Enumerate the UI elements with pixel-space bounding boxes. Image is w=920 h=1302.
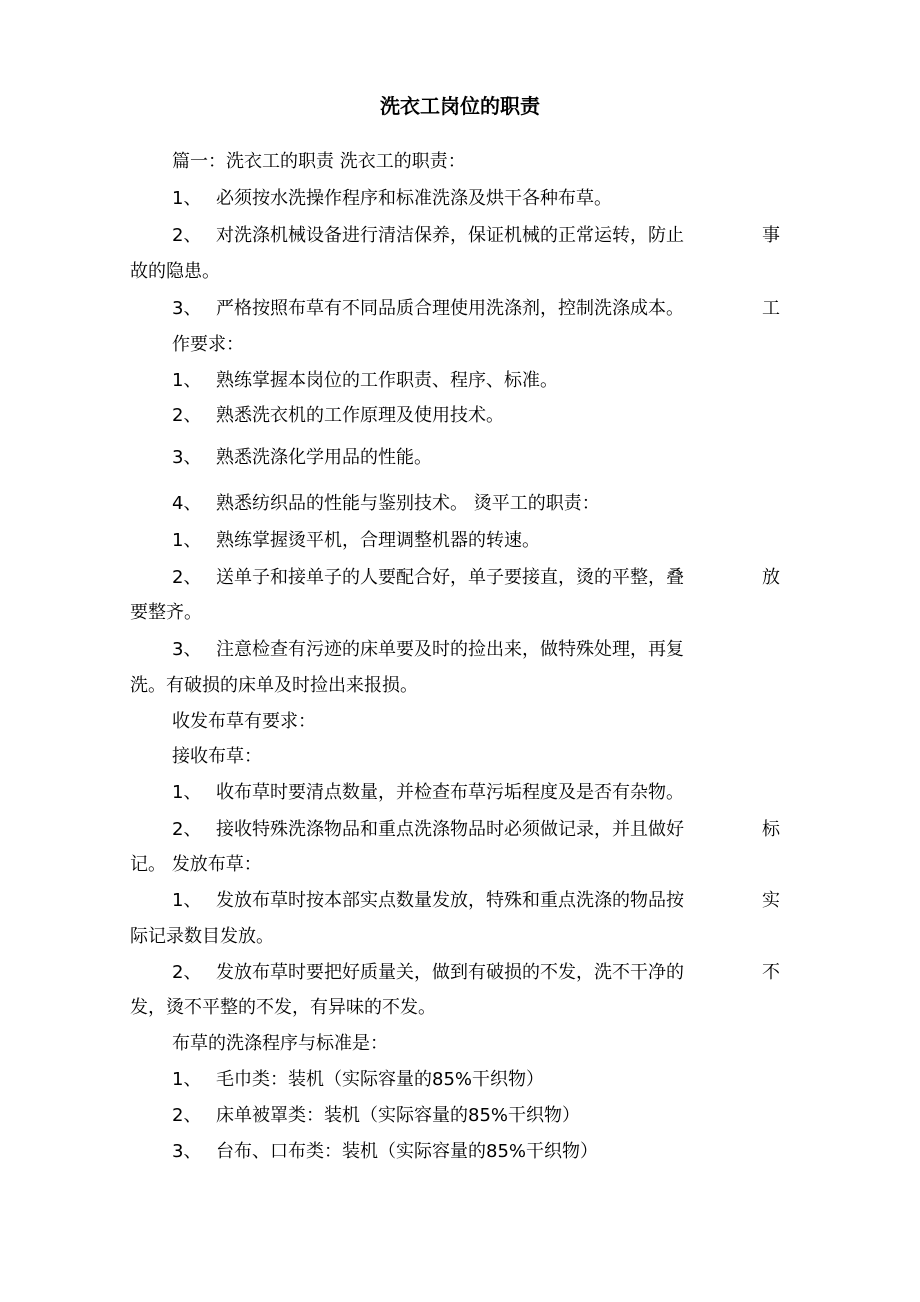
text-line: 3、 严格按照布草有不同品质合理使用洗涤剂，控制洗涤成本。 (172, 298, 684, 319)
text-line: 2、 床单被罩类：装机（实际容量的85%干织物） (172, 1105, 581, 1126)
document-title: 洗衣工岗位的职责 (380, 94, 540, 118)
text-line: 1、 毛巾类：装机（实际容量的85%干织物） (172, 1069, 545, 1090)
text-line-tail: 标 (762, 819, 780, 840)
text-line: 记。 发放布草： (130, 854, 262, 875)
text-line-tail: 事 (762, 225, 780, 246)
text-line-tail: 放 (762, 567, 780, 588)
text-line: 3、 注意检查有污迹的床单要及时的捡出来，做特殊处理，再复 (172, 639, 684, 660)
text-line: 要整齐。 (130, 602, 202, 623)
text-line: 布草的洗涤程序与标准是： (172, 1033, 388, 1054)
text-line: 际记录数目发放。 (130, 926, 274, 947)
text-line: 接收布草： (172, 746, 262, 767)
text-line: 1、 熟练掌握烫平机，合理调整机器的转速。 (172, 530, 540, 551)
text-line: 2、 发放布草时要把好质量关，做到有破损的不发，洗不干净的 (172, 962, 684, 983)
text-line: 篇一：洗衣工的职责 洗衣工的职责： (172, 151, 466, 172)
text-line: 2、 对洗涤机械设备进行清洁保养，保证机械的正常运转，防止 (172, 225, 684, 246)
text-line: 作要求： (172, 334, 244, 355)
text-line-tail: 工 (762, 298, 780, 319)
text-line: 洗。有破损的床单及时捡出来报损。 (130, 675, 418, 696)
text-line: 2、 送单子和接单子的人要配合好，单子要接直，烫的平整，叠 (172, 567, 684, 588)
text-line-tail: 实 (762, 890, 780, 911)
text-line: 故的隐患。 (130, 261, 220, 282)
text-line: 收发布草有要求： (172, 711, 316, 732)
text-line: 发，烫不平整的不发，有异味的不发。 (130, 997, 436, 1018)
text-line-tail: 不 (762, 962, 780, 983)
text-line: 3、 台布、口布类：装机（实际容量的85%干织物） (172, 1141, 599, 1162)
text-line: 3、 熟悉洗涤化学用品的性能。 (172, 447, 432, 468)
text-line: 1、 收布草时要清点数量，并检查布草污垢程度及是否有杂物。 (172, 782, 684, 803)
text-line: 2、 熟悉洗衣机的工作原理及使用技术。 (172, 405, 504, 426)
text-line: 4、 熟悉纺织品的性能与鉴别技术。 烫平工的职责： (172, 493, 600, 514)
text-line: 2、 接收特殊洗涤物品和重点洗涤物品时必须做记录，并且做好 (172, 819, 684, 840)
text-line: 1、 必须按水洗操作程序和标准洗涤及烘干各种布草。 (172, 188, 612, 209)
text-line: 1、 发放布草时按本部实点数量发放，特殊和重点洗涤的物品按 (172, 890, 684, 911)
text-line: 1、 熟练掌握本岗位的工作职责、程序、标准。 (172, 370, 558, 391)
